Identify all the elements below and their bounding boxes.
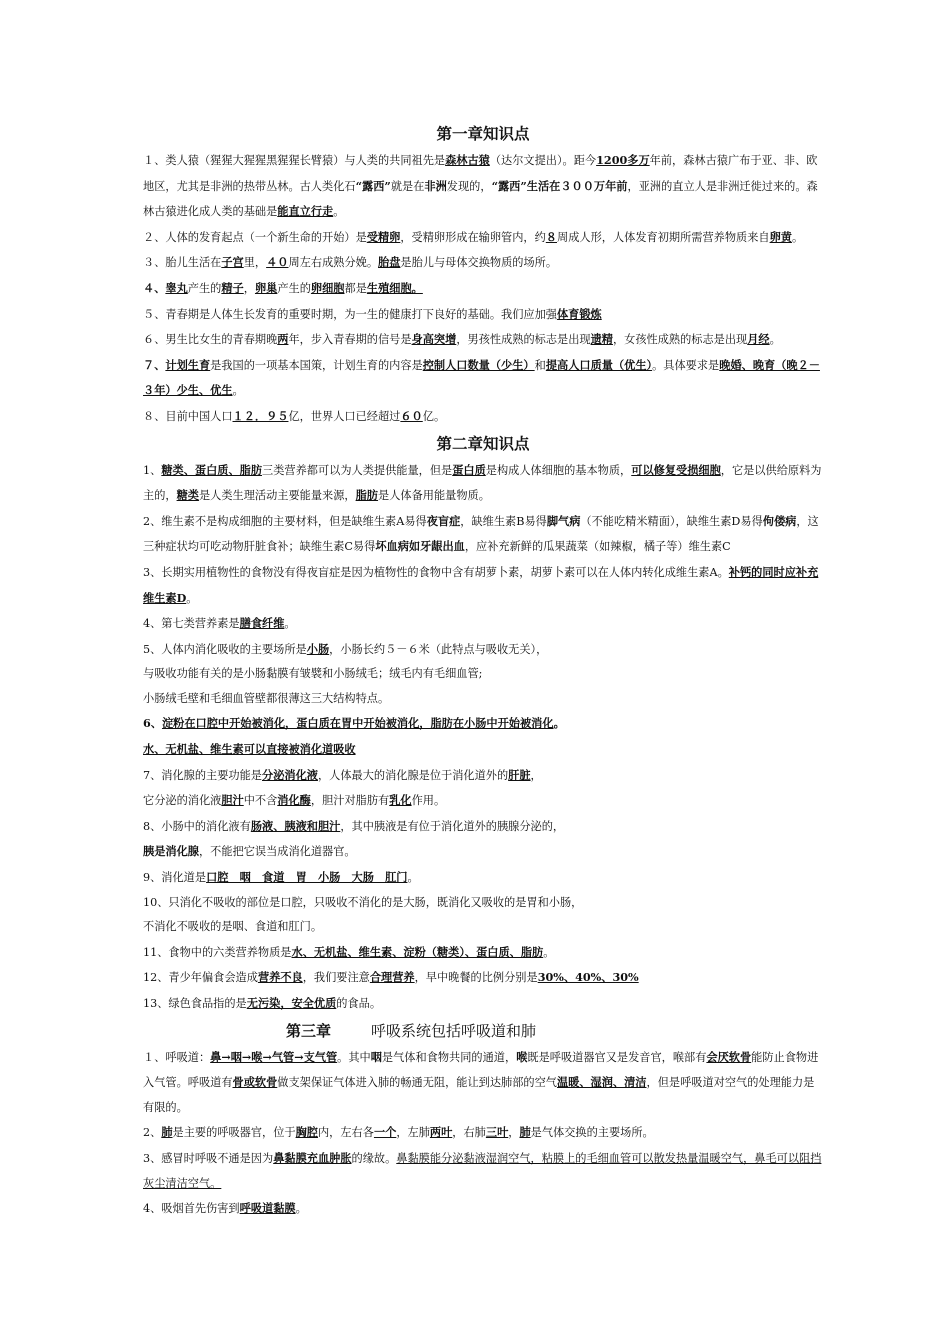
text-run: ，它是以供给原料为主的， xyxy=(143,463,822,503)
ch2-para-13 xyxy=(143,991,823,1017)
text-run: 合理营养 xyxy=(369,970,415,985)
ch2-para-4 xyxy=(143,611,823,637)
text-run: 4、第七类营养素是 xyxy=(143,617,240,631)
ch3-para-3 xyxy=(143,1146,823,1196)
text-run: 是人体备用能量物质。 xyxy=(378,489,490,503)
text-run: 坏血病如牙龈出血 xyxy=(375,539,465,554)
text-run: ，缺维生素B易得 xyxy=(460,514,547,528)
ch2-para-7 xyxy=(143,763,823,789)
text-run: 三叶 xyxy=(485,1125,509,1140)
text-run: ，我们要注意 xyxy=(302,971,370,985)
text-run: 能直立行走 xyxy=(277,204,334,219)
ch2-para-8 xyxy=(143,814,823,840)
document-page xyxy=(143,120,823,1222)
text-run: 卵黄 xyxy=(769,229,792,244)
text-run: （不能吃精米精面），缺维生素D易得 xyxy=(580,514,763,528)
text-run: 生殖细胞。 xyxy=(366,280,423,295)
text-run: 13、绿色食品指的是 xyxy=(143,997,247,1010)
text-run: 11、食物中的六类营养物质是 xyxy=(143,945,292,959)
text-run: ，其中胰液是有位于消化道外的胰腺分泌的， xyxy=(340,819,565,833)
text-run: ，右肺 xyxy=(452,1126,486,1140)
ch2-para-1 xyxy=(143,458,823,509)
text-run: 年，步入青春期的信号是 xyxy=(288,333,412,347)
text-run: 鼻黏膜充血肿胀 xyxy=(273,1150,352,1165)
ch2-para-5b xyxy=(143,662,823,687)
text-run: 水、无机盐、维生素、淀粉（糖类）、蛋白质、脂肪 xyxy=(291,944,544,959)
text-run: 是胎儿与母体交换物质的场所。 xyxy=(400,256,558,270)
text-run: 肠液、胰液和胆汁 xyxy=(250,818,341,833)
text-run: 作用。 xyxy=(411,794,446,808)
chapter3-label: 第三章 xyxy=(286,1021,332,1040)
ch2-para-7b xyxy=(143,788,823,814)
chapter3-title xyxy=(143,1019,823,1043)
text-run: １、类人猿（猩猩大猩猩黑猩猩长臂猿）与人类的共同祖先是 xyxy=(143,154,446,167)
text-run: 。 xyxy=(791,230,804,244)
text-run: 它分泌的消化液 xyxy=(143,794,222,808)
text-run: 分泌消化液 xyxy=(262,767,318,782)
text-run: 1200多万 xyxy=(596,153,650,167)
text-run: 亿。 xyxy=(422,409,446,423)
text-run: ，人体最大的消化腺是位于消化道外的 xyxy=(317,768,509,782)
text-run: 9、消化道是 xyxy=(143,871,207,885)
text-run: 小肠绒毛壁和毛细血管壁都很薄这三大结构特点。 xyxy=(143,691,390,705)
text-run: 鼻→咽→喉→气管→支气管 xyxy=(210,1049,338,1064)
text-run: 12、青少年偏食会造成 xyxy=(143,971,258,985)
ch2-para-8b xyxy=(143,839,823,865)
text-run: 3、长期实用植物性的食物没有得夜盲症是因为植物性的食物中含有胡萝卜素，胡萝卜素可以在人体内转化成维生素A。 xyxy=(143,565,729,579)
text-run: （达尔文提出）。距今 xyxy=(489,154,597,167)
text-run: ， xyxy=(243,281,255,295)
text-run: ３、胎儿生活在 xyxy=(143,256,222,270)
text-run: ，亚洲的直立人是非洲迁徙过来的。森林古猿进化成人类的基础是 xyxy=(143,179,818,219)
text-run: 亿，世界人口已经超过 xyxy=(288,409,401,423)
text-run: 1、 xyxy=(143,463,162,477)
text-run: ４０ xyxy=(266,255,289,270)
text-run: 精子 xyxy=(221,280,244,295)
text-run: 与吸收功能有关的是小肠黏膜有皱襞和小肠绒毛；绒毛内有毛细血管; xyxy=(143,667,483,681)
text-run: ，小肠长约５－６米（此特点与吸收无关）， xyxy=(329,642,548,656)
text-run: 周左右成熟分娩。 xyxy=(288,256,379,270)
text-run: 2、 xyxy=(143,1126,162,1140)
text-run: 是主要的呼吸器官，位于 xyxy=(172,1126,296,1140)
text-run: ６０ xyxy=(400,408,423,423)
ch2-para-10 xyxy=(143,891,823,916)
text-run: ６、男生比女生的青春期晚 xyxy=(143,333,278,347)
text-run: 胰是消化腺 xyxy=(143,844,199,859)
text-run: 口腔 咽 食道 胃 小肠 大肠 肛门 xyxy=(206,870,408,885)
text-run: 淀粉在口腔中开始被消化，蛋白质在胃中开始被消化，脂肪在小肠中开始被消化 xyxy=(161,716,554,731)
text-run: 的缘故。 xyxy=(351,1151,397,1165)
ch1-para-7 xyxy=(143,353,823,404)
text-run: ，女孩性成熟的标志是出现 xyxy=(612,333,748,347)
text-run: 温暖、湿润、清洁 xyxy=(556,1075,647,1090)
text-run: ８、目前中国人口 xyxy=(143,409,233,423)
text-run: 睾丸 xyxy=(165,280,188,295)
text-run: 营养不良 xyxy=(257,970,303,985)
text-run: 计划生育 xyxy=(165,357,211,372)
chapter3-subtitle: 呼吸系统包括呼吸道和肺 xyxy=(371,1021,537,1040)
ch2-para-6 xyxy=(143,711,823,737)
text-run: ，应补充新鲜的瓜果蔬菜（如辣椒，橘子等）维生素C xyxy=(464,540,731,554)
text-run: 发现的， xyxy=(446,179,492,193)
ch1-para-6 xyxy=(143,327,823,353)
ch1-para-8 xyxy=(143,404,823,430)
text-run: 既是呼吸道器官又是发音官，喉部有 xyxy=(527,1050,707,1064)
text-run: 都是 xyxy=(344,281,367,295)
text-run: 。具体要求是 xyxy=(652,358,720,372)
text-run: 是气体交换的主要场所。 xyxy=(530,1126,654,1140)
ch1-para-1 xyxy=(143,148,823,225)
text-run: 脚气病 xyxy=(546,513,581,528)
ch2-para-6b xyxy=(143,737,823,763)
text-run: 做支架保证气体进入肺的畅通无阻，能让到达肺部的空气 xyxy=(277,1076,557,1090)
ch3-para-2 xyxy=(143,1120,823,1146)
text-run: 。 xyxy=(284,617,296,631)
text-run: ，左肺 xyxy=(396,1126,430,1140)
text-run: ，胆汁对脂肪有 xyxy=(310,794,390,808)
ch2-para-5 xyxy=(143,637,823,663)
text-run: ７、 xyxy=(143,357,166,372)
text-run: 10、只消化不吸收的部位是口腔，只吸收不消化的是大肠，既消化又吸收的是胃和小肠， xyxy=(143,895,583,909)
text-run: 小肠 xyxy=(306,641,330,656)
text-run: 中不含 xyxy=(243,794,278,808)
text-run: 佝偻病 xyxy=(762,513,797,528)
text-run: 2、维生素不是构成细胞的主要材料，但是缺维生素A易得 xyxy=(143,514,427,528)
text-run: 消化酶 xyxy=(277,793,311,808)
text-run: ４、 xyxy=(143,280,166,295)
text-run: 水、无机盐、维生素可以直接被消化道吸收 xyxy=(143,742,356,757)
text-run: 控制人口数量（少生） xyxy=(422,357,535,372)
ch2-para-12 xyxy=(143,965,823,991)
text-run: 。 xyxy=(407,871,419,885)
text-run: 遗精 xyxy=(590,332,613,347)
text-run: 蛋白质 xyxy=(452,462,486,477)
ch2-para-11 xyxy=(143,940,823,966)
text-run: 三类营养都可以为人类提供能量，但是 xyxy=(262,463,453,477)
text-run: 里， xyxy=(243,256,267,270)
ch2-para-3 xyxy=(143,560,823,611)
ch1-para-5 xyxy=(143,302,823,328)
text-run: 会厌软骨 xyxy=(706,1049,752,1064)
text-run: 呼吸道黏膜 xyxy=(239,1201,296,1216)
text-run: 两 xyxy=(277,332,289,347)
text-run: 乳化 xyxy=(389,793,412,808)
ch3-para-4 xyxy=(143,1196,823,1222)
text-run: ５、青春期是人体生长发育的重要时期，为一生的健康打下良好的基础。我们应加强 xyxy=(143,307,557,321)
text-run: 身高突增 xyxy=(411,332,457,347)
ch1-para-3 xyxy=(143,250,823,276)
text-run: 是我国的一项基本国策，计划生育的内容是 xyxy=(210,358,423,372)
text-run: 胸腔 xyxy=(295,1125,318,1140)
text-run: “露西”生活在３００万年前 xyxy=(491,178,628,193)
text-run: 7、消化腺的主要功能是 xyxy=(143,768,262,782)
text-run: ，受精卵形成在输卵管内，约 xyxy=(400,230,546,244)
text-run: ８ xyxy=(545,229,557,244)
text-run: 周成人形，人体发育初期所需营养物质来自 xyxy=(557,230,770,244)
text-run: 膳食纤维 xyxy=(239,616,285,631)
text-run: 肝脏 xyxy=(508,767,531,782)
text-run: 。 xyxy=(186,591,198,605)
text-run: 产生的 xyxy=(187,281,222,295)
text-run: １、呼吸道： xyxy=(143,1050,211,1064)
text-run: 。 xyxy=(295,1202,307,1216)
text-run: 4、吸烟首先伤害到 xyxy=(143,1202,240,1216)
text-run: 肺 xyxy=(519,1125,531,1140)
text-run: 是人类生理活动主要能量来源， xyxy=(198,489,356,503)
text-run: 。 xyxy=(543,945,555,959)
text-run: 30%、40%、30% xyxy=(537,970,639,985)
ch3-para-1 xyxy=(143,1045,823,1121)
text-run: 森林古猿 xyxy=(445,153,490,167)
text-run: 6、 xyxy=(143,716,162,731)
text-run: ， xyxy=(530,768,542,782)
text-run: 体育锻炼 xyxy=(556,306,602,321)
text-run: 提高人口质量（优生） xyxy=(545,357,653,372)
text-run: 糖类、蛋白质、脂肪 xyxy=(161,462,263,477)
text-run: 。其中 xyxy=(337,1050,371,1064)
text-run: 。 xyxy=(769,333,781,347)
text-run: 能防止食物进入气管。呼吸道有 xyxy=(143,1050,819,1090)
text-run: 子宫 xyxy=(221,255,244,270)
text-run: 糖类 xyxy=(176,488,199,503)
chapter1-title: 第一章知识点 xyxy=(436,124,530,143)
ch2-para-5c xyxy=(143,687,823,712)
text-run: 脂肪 xyxy=(355,488,378,503)
text-run: 肺 xyxy=(161,1125,173,1140)
text-run: 一个 xyxy=(373,1125,397,1140)
ch1-para-4 xyxy=(143,276,823,302)
text-run: ， xyxy=(508,1126,520,1140)
text-run: ，早中晚餐的比例分别是 xyxy=(414,971,538,985)
text-run: 。 xyxy=(333,205,345,219)
text-run: 是构成人体细胞的基本物质， xyxy=(485,463,632,477)
text-run: 无污染，安全优质 xyxy=(246,996,337,1010)
text-run: ，这三种症状均可吃动物肝脏食补；缺维生素C易得 xyxy=(143,514,819,554)
text-run: 产生的 xyxy=(277,281,311,295)
text-run: ，男孩性成熟的标志是出现 xyxy=(456,333,591,347)
text-run: 和 xyxy=(534,358,546,372)
ch1-para-2 xyxy=(143,225,823,251)
text-run: ，不能把它误当成消化道器官。 xyxy=(198,845,356,859)
text-run: 补钙的同时应补充维生素D xyxy=(143,564,819,605)
text-run: ，但是呼吸道对空气的处理能力是有限的。 xyxy=(143,1076,815,1114)
text-run: 3、感冒时呼吸不通是因为 xyxy=(143,1151,274,1165)
ch2-para-9 xyxy=(143,865,823,891)
text-run: 是气体和食物共同的通道， xyxy=(381,1050,517,1064)
text-run: 受精卵 xyxy=(366,229,401,244)
text-run: １２．９５ xyxy=(232,408,289,423)
text-run: 咽 xyxy=(370,1049,382,1064)
text-run: 骨或软骨 xyxy=(232,1075,278,1090)
text-run: 可以修复受损细胞 xyxy=(631,462,721,477)
text-run: 胎盘 xyxy=(378,255,401,270)
text-run: 胆汁 xyxy=(221,793,244,808)
chapter2-title: 第二章知识点 xyxy=(436,433,530,453)
text-run: 5、人体内消化吸收的主要场所是 xyxy=(143,642,307,656)
text-run: 喉 xyxy=(516,1049,528,1064)
text-run: 夜盲症 xyxy=(426,513,461,528)
ch2-para-2 xyxy=(143,509,823,560)
text-run: 年前，森林古猿广布于亚、非、欧地区，尤其是非洲的热带丛林。古人类化石 xyxy=(143,154,818,193)
text-run: 卵巢 xyxy=(254,280,278,295)
ch2-para-10b xyxy=(143,915,823,940)
text-run: 月经 xyxy=(747,332,770,347)
text-run: 不消化不吸收的是咽、食道和肛门。 xyxy=(143,920,323,934)
text-run: 的食品。 xyxy=(336,997,382,1010)
text-run: 晚婚、晚育（晚２－３年）少生、优生 xyxy=(143,357,820,398)
text-run: 内，左右各 xyxy=(317,1126,374,1140)
text-run: 就是在 xyxy=(390,179,425,193)
text-run: “露西” xyxy=(355,178,391,193)
text-run: 非洲 xyxy=(424,178,447,193)
text-run: ２、人体的发育起点（一个新生命的开始）是 xyxy=(143,230,367,244)
text-run: 。 xyxy=(553,716,565,731)
text-run: 卵细胞 xyxy=(310,280,345,295)
text-run: 8、小肠中的消化液有 xyxy=(143,819,251,833)
text-run: 鼻黏膜能分泌黏液湿润空气，粘膜上的毛细血管可以散发热量温暖空气，鼻毛可以阻挡灰尘清洁空气。 xyxy=(143,1151,822,1190)
text-run: 。 xyxy=(232,384,244,398)
text-run: 两叶 xyxy=(429,1125,453,1140)
